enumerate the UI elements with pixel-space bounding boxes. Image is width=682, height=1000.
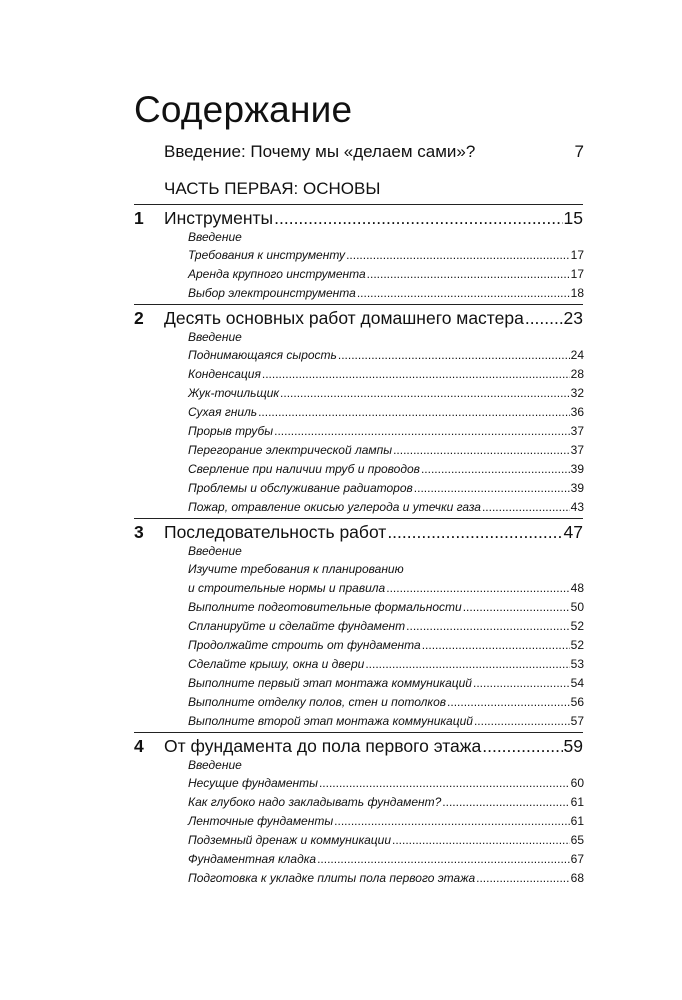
chapter-1[interactable] [134, 206, 583, 230]
toc-section-entry[interactable] [188, 850, 584, 868]
toc-section-entry[interactable] [188, 479, 584, 497]
section-title: Несущие фундаменты [188, 776, 318, 790]
dot-leader [482, 498, 570, 516]
section-title: Продолжайте строить от фундамента [188, 638, 421, 652]
section-title: Аренда крупного инструмента [188, 267, 366, 281]
part-heading: ЧАСТЬ ПЕРВАЯ: ОСНОВЫ [164, 179, 381, 198]
section-title: Выполните отделку полов, стен и потолков [188, 695, 447, 709]
dot-leader [476, 869, 570, 887]
toc-section-entry[interactable] [188, 346, 584, 364]
toc-section-entry[interactable] [188, 674, 584, 692]
section-page-number: 65 [570, 833, 584, 847]
section-page-number: 67 [570, 852, 584, 866]
toc-section-entry[interactable] [188, 384, 584, 402]
section-title: Сверление при наличии труб и проводов [188, 462, 420, 476]
chapter-number: 4 [134, 736, 144, 756]
chapter-title-row [164, 206, 583, 230]
chapter-title: Десять основных работ домашнего мастера [164, 308, 524, 328]
intro-title: Введение: Почему мы «делаем сами»? [164, 142, 476, 161]
dot-leader [482, 734, 562, 758]
toc-intro-entry[interactable] [164, 141, 584, 163]
dot-leader [258, 403, 570, 421]
section-title: Спланируйте и сделайте фундамент [188, 619, 406, 633]
dot-leader [386, 579, 569, 597]
section-title: Фундаментная кладка [188, 852, 317, 866]
dot-leader [525, 306, 563, 330]
chapter-title: От фундамента до пола первого этажа [164, 736, 482, 756]
section-page-number: 39 [570, 481, 584, 495]
section-page-number: 50 [570, 600, 584, 614]
dot-leader [474, 712, 570, 730]
section-title: и строительные нормы и правила [188, 581, 386, 595]
section-page-number: 37 [570, 424, 584, 438]
section-page-number: 54 [570, 676, 584, 690]
section-page-number: 24 [570, 348, 584, 362]
section-title: Ленточные фундаменты [188, 814, 334, 828]
section-page-number: 68 [570, 871, 584, 885]
section-title: Жук-точильщик [188, 386, 280, 400]
chapter-number: 1 [134, 208, 144, 228]
section-page-number: 39 [570, 462, 584, 476]
section-page-number: 56 [570, 695, 584, 709]
toc-section-entry[interactable] [188, 403, 584, 421]
dot-leader [392, 831, 570, 849]
chapter-intro-label[interactable]: Введение [188, 330, 242, 344]
section-title: Прорыв трубы [188, 424, 274, 438]
chapter-title-row [164, 306, 583, 330]
toc-section-entry[interactable] [188, 460, 584, 478]
dot-leader [280, 384, 570, 402]
section-page-number: 48 [570, 581, 584, 595]
chapter-divider [134, 732, 583, 733]
dot-leader [414, 479, 570, 497]
section-page-number: 53 [570, 657, 584, 671]
section-title: Проблемы и обслуживание радиаторов [188, 481, 413, 495]
section-title: Как глубоко надо закладывать фундамент? [188, 795, 442, 809]
dot-leader [365, 655, 569, 673]
section-page-number: 18 [570, 286, 584, 300]
toc-section-entry[interactable] [188, 598, 584, 616]
dot-leader [421, 460, 570, 478]
dot-leader [447, 693, 570, 711]
section-title: Выполните второй этап монтажа коммуникаций [188, 714, 473, 728]
dot-leader [319, 774, 570, 792]
chapter-intro-label[interactable]: Введение [188, 758, 242, 772]
chapter-divider [134, 304, 583, 305]
dot-leader [357, 284, 570, 302]
chapter-title-row [164, 734, 583, 758]
section-title: Выполните подготовительные формальности [188, 600, 462, 614]
toc-section-entry[interactable] [188, 246, 584, 264]
section-title: Подземный дренаж и коммуникации [188, 833, 391, 847]
toc-section-entry[interactable] [188, 617, 584, 635]
section-page-number: 17 [570, 248, 584, 262]
section-title-first-line[interactable]: Изучите требования к планированию [188, 562, 404, 576]
chapter-page-number: 15 [563, 208, 583, 228]
dot-leader [422, 636, 570, 654]
section-page-number: 28 [570, 367, 584, 381]
intro-page-number: 7 [574, 142, 584, 161]
section-title: Выбор электроинструмента [188, 286, 356, 300]
section-page-number: 61 [570, 795, 584, 809]
chapter-divider [134, 204, 583, 205]
toc-section-entry[interactable] [188, 579, 584, 597]
chapter-divider [134, 518, 583, 519]
chapter-page-number: 59 [563, 736, 583, 756]
dot-leader [463, 598, 570, 616]
section-page-number: 57 [570, 714, 584, 728]
section-title: Подготовка к укладке плиты пола первого этажа [188, 871, 476, 885]
dot-leader [387, 520, 562, 544]
toc-section-entry[interactable] [188, 869, 584, 887]
toc-section-entry[interactable] [188, 655, 584, 673]
section-title: Пожар, отравление окисью углерода и утечки газа [188, 500, 481, 514]
section-title: Перегорание электрической лампы [188, 443, 393, 457]
chapter-3[interactable] [134, 520, 583, 544]
dot-leader [393, 441, 570, 459]
chapter-number: 3 [134, 522, 144, 542]
chapter-intro-label[interactable]: Введение [188, 230, 242, 244]
dot-leader [262, 365, 570, 383]
section-page-number: 60 [570, 776, 584, 790]
chapter-title: Инструменты [164, 208, 274, 228]
section-page-number: 43 [570, 500, 584, 514]
page-title: Содержание [134, 89, 353, 130]
dot-leader [346, 246, 570, 264]
toc-section-entry[interactable] [188, 793, 584, 811]
section-title: Сухая гниль [188, 405, 258, 419]
toc-section-entry[interactable] [188, 774, 584, 792]
dot-leader [334, 812, 569, 830]
chapter-title-row [164, 520, 583, 544]
toc-section-entry[interactable] [188, 636, 584, 654]
dot-leader [406, 617, 569, 635]
dot-leader [442, 793, 569, 811]
chapter-4[interactable] [134, 734, 583, 758]
section-page-number: 61 [570, 814, 584, 828]
section-title: Сделайте крышу, окна и двери [188, 657, 365, 671]
dot-leader [317, 850, 570, 868]
dot-leader [338, 346, 570, 364]
dot-leader [274, 422, 570, 440]
section-page-number: 17 [570, 267, 584, 281]
toc-section-entry[interactable] [188, 831, 584, 849]
toc-section-entry[interactable] [188, 712, 584, 730]
chapter-2[interactable] [134, 306, 583, 330]
toc-section-entry[interactable] [188, 693, 584, 711]
toc-section-entry[interactable] [188, 498, 584, 516]
section-page-number: 52 [570, 638, 584, 652]
toc-section-entry[interactable] [188, 365, 584, 383]
section-page-number: 52 [570, 619, 584, 633]
section-page-number: 37 [570, 443, 584, 457]
dot-leader [274, 206, 562, 230]
section-title: Выполните первый этап монтажа коммуникаций [188, 676, 472, 690]
toc-section-entry[interactable] [188, 441, 584, 459]
toc-section-entry[interactable] [188, 812, 584, 830]
chapter-title: Последовательность работ [164, 522, 387, 542]
chapter-intro-label[interactable]: Введение [188, 544, 242, 558]
dot-leader [473, 674, 570, 692]
chapter-page-number: 23 [563, 308, 583, 328]
section-page-number: 36 [570, 405, 584, 419]
toc-section-entry[interactable] [188, 422, 584, 440]
section-title: Требования к инструменту [188, 248, 346, 262]
section-page-number: 32 [570, 386, 584, 400]
toc-section-entry[interactable] [188, 284, 584, 302]
toc-section-entry[interactable] [188, 265, 584, 283]
chapter-page-number: 47 [563, 522, 583, 542]
section-title: Конденсация [188, 367, 261, 381]
dot-leader [367, 265, 570, 283]
section-title: Поднимающаяся сырость [188, 348, 337, 362]
chapter-number: 2 [134, 308, 144, 328]
